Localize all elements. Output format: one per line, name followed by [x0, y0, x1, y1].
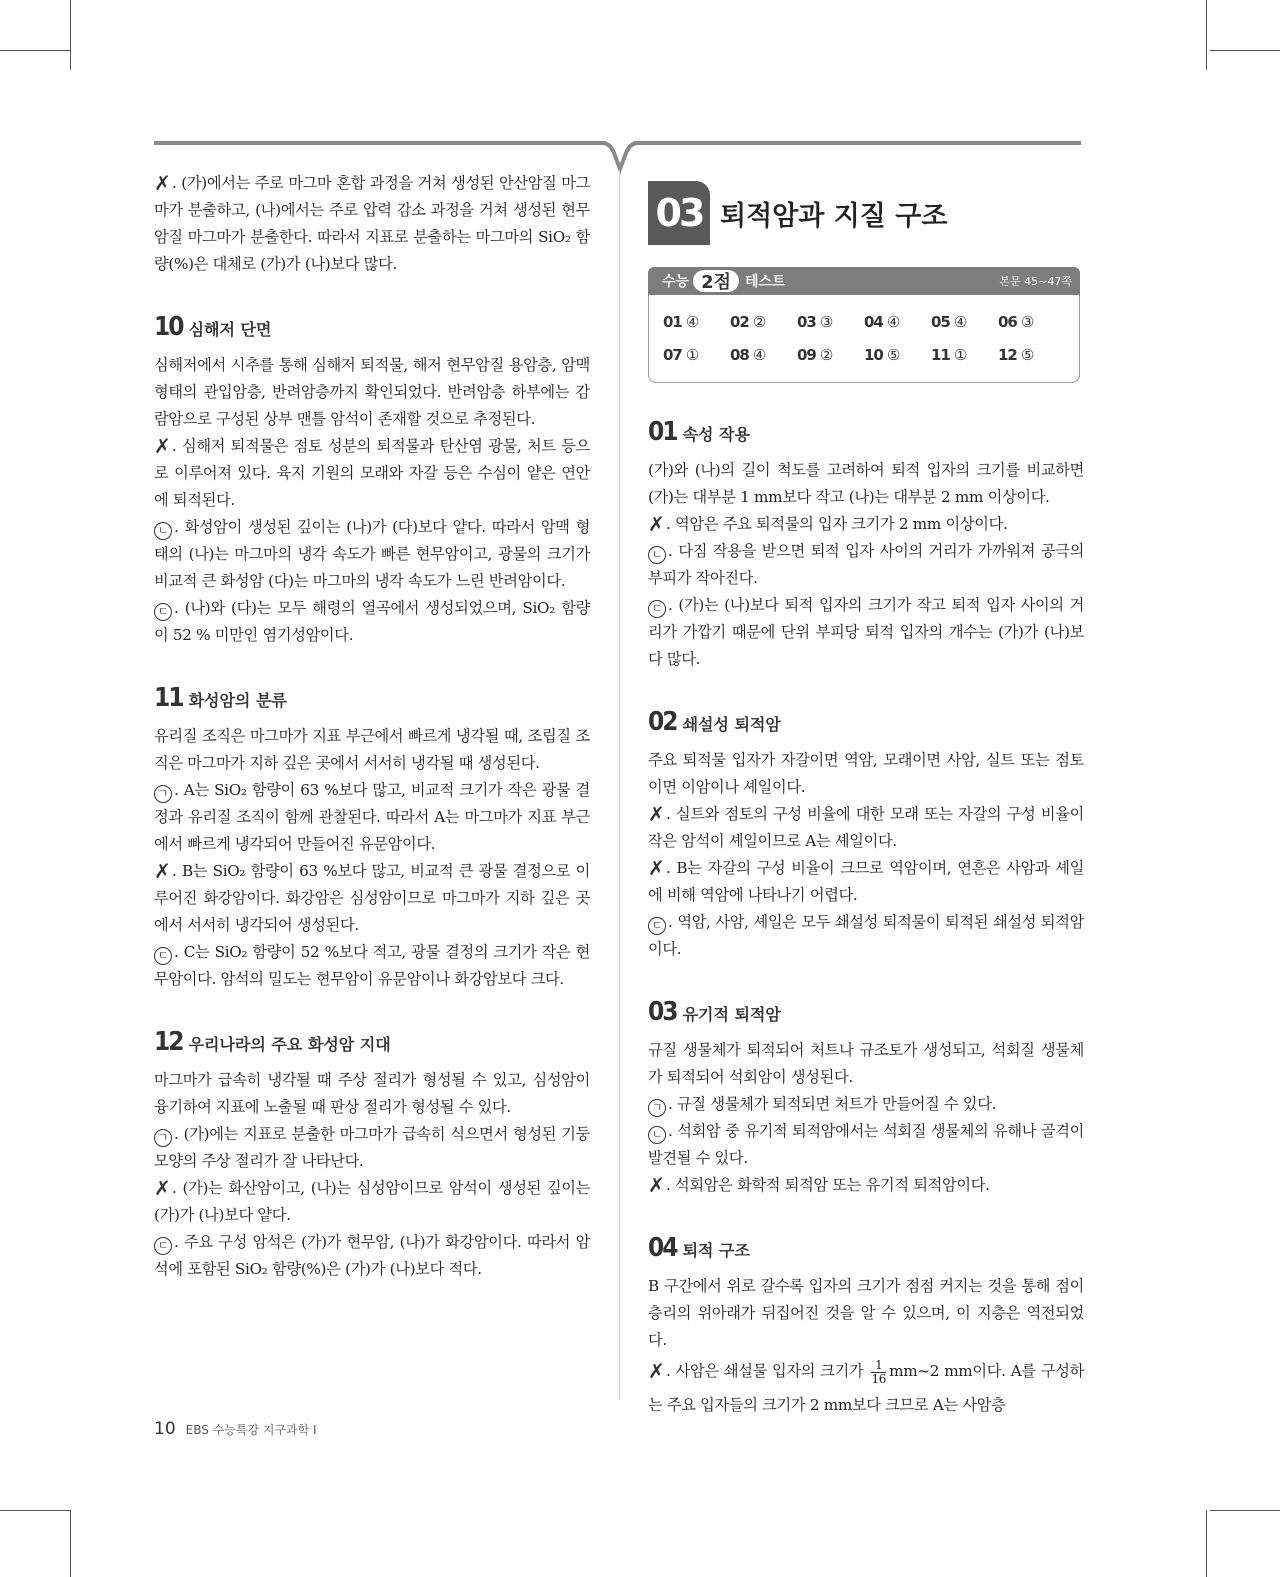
- answer-choice: ③: [819, 312, 834, 331]
- question-title: 화성암의 분류: [188, 691, 287, 710]
- incorrect-mark-icon: ✗: [154, 434, 171, 458]
- answer-number: 01: [663, 312, 682, 331]
- question-title: 우리나라의 주요 화성암 지대: [188, 1035, 391, 1054]
- question-number: 12: [154, 1027, 183, 1057]
- question-title: 속성 작용: [682, 425, 750, 444]
- answer-cell: [663, 339, 730, 373]
- choice-item: [648, 511, 1084, 538]
- explanation-text: 주요 퇴적물 입자가 자갈이면 역암, 모래이면 사암, 실트 또는 점토이면 이암이나 셰일이다.: [648, 751, 1084, 796]
- correct-mark-icon: ㄷ: [154, 947, 172, 965]
- correct-mark-icon: ㄷ: [648, 600, 666, 618]
- item-text: . (나)와 (다)는 모두 해령의 열곡에서 생성되었으며, SiO₂ 함량이 52 % 미만인 염기성암이다.: [154, 599, 590, 644]
- answer-number: 04: [864, 312, 883, 331]
- crop-mark: [70, 0, 71, 70]
- choice-item: [648, 1118, 1084, 1172]
- choice-item: [648, 855, 1084, 909]
- answer-choice: ①: [953, 346, 968, 365]
- correct-mark-icon: ㄱ: [648, 1099, 666, 1117]
- answer-number: 12: [998, 346, 1017, 365]
- section-heading: [648, 417, 1084, 447]
- item-text: . C는 SiO₂ 함량이 52 %보다 적고, 광물 결정의 크기가 작은 현무암이다. 암석의 밀도는 현무암이 유문암이나 화강암보다 크다.: [154, 943, 590, 988]
- incorrect-mark-icon: ✗: [648, 1359, 665, 1383]
- question-title: 퇴적 구조: [682, 1241, 750, 1260]
- item-text: . 사암은 쇄설물 입자의 크기가: [666, 1362, 864, 1380]
- section-heading: [154, 1027, 590, 1057]
- page-footer: [154, 1419, 317, 1439]
- explanation-text: 마그마가 급속히 냉각될 때 주상 절리가 형성될 수 있고, 심성암이 융기하여 지표에 노출될 때 판상 절리가 형성될 수 있다.: [154, 1071, 590, 1116]
- correct-mark-icon: ㄱ: [154, 785, 172, 803]
- crop-mark: [70, 1510, 71, 1577]
- choice-item: [154, 1229, 590, 1283]
- answer-choice: ④: [752, 346, 767, 365]
- item-text: . 석회암 중 유기적 퇴적암에서는 석회질 생물체의 유해나 골격이 발견될 수 있다.: [648, 1122, 1084, 1167]
- explanation-text: B 구간에서 위로 갈수록 입자의 크기가 점점 커지는 것을 통해 점이 층리의 위아래가 뒤집어진 것을 알 수 있으며, 이 지층은 역전되었다.: [648, 1277, 1084, 1349]
- grade-badge: [693, 270, 739, 292]
- fraction-numerator: 1: [871, 1359, 886, 1373]
- crop-mark: [1206, 0, 1207, 70]
- item-text: . (가)는 (나)보다 퇴적 입자의 크기가 작고 퇴적 입자 사이의 거리가 가깝기 때문에 단위 부피당 퇴적 입자의 개수는 (가)가 (나)보다 많다.: [648, 596, 1084, 668]
- answer-choice: ⑤: [1020, 346, 1035, 365]
- right-column: [648, 417, 1084, 1422]
- chapter-number: 03: [648, 181, 710, 245]
- incorrect-mark-icon: ✗: [648, 1173, 665, 1197]
- choice-item: [154, 595, 590, 649]
- fraction: [871, 1359, 886, 1386]
- chapter-title: 퇴적암과 지질 구조: [720, 200, 948, 232]
- fraction-denominator: 16: [871, 1371, 887, 1386]
- question-number: 03: [648, 997, 677, 1027]
- section-heading: [154, 683, 590, 713]
- left-column: [154, 170, 590, 1283]
- correct-mark-icon: ㄱ: [154, 1129, 172, 1147]
- answer-choice: ④: [953, 312, 968, 331]
- choice-item: [154, 777, 590, 858]
- choice-item: [154, 858, 590, 939]
- grade-label: 2점: [701, 272, 731, 293]
- question-title: 쇄설성 퇴적암: [682, 715, 781, 734]
- answer-number: 03: [797, 312, 816, 331]
- item-text: . 석회암은 화학적 퇴적암 또는 유기적 퇴적암이다.: [666, 1176, 990, 1194]
- choice-item: [648, 1354, 1084, 1422]
- question-title: 심해저 단면: [188, 320, 272, 339]
- incorrect-mark-icon: ✗: [648, 856, 665, 880]
- intro-item: [154, 170, 590, 278]
- answer-cell: [864, 305, 931, 339]
- item-text: . (가)에서는 주로 마그마 혼합 과정을 거쳐 생성된 안산암질 마그마가 분출하고, (나)에서는 주로 압력 감소 과정을 거쳐 생성된 현무암질 마그마가 분출한다. 따라서 지표로 분출하는 마그마의 SiO₂ 함량(%)은 대체로 (가)가 (나)보다 많다.: [154, 174, 590, 273]
- answer-choice: ③: [1020, 312, 1035, 331]
- answer-number: 02: [730, 312, 749, 331]
- correct-mark-icon: ㄷ: [154, 603, 172, 621]
- section-heading: [154, 312, 590, 342]
- explanation-text: 심해저에서 시추를 통해 심해저 퇴적물, 해저 현무암질 용암층, 암맥 형태의 관입암층, 반려암층까지 확인되었다. 반려암층 하부에는 감람암으로 구성된 상부 맨틀 암석이 존재할 것으로 추정된다.: [154, 356, 590, 428]
- chapter-header: [648, 181, 947, 245]
- question-number: 02: [648, 707, 677, 737]
- answer-cell: [797, 305, 864, 339]
- crop-mark: [1206, 1510, 1207, 1577]
- item-text: . 심해저 퇴적물은 점토 성분의 퇴적물과 탄산염 광물, 처트 등으로 이루어져 있다. 육지 기원의 모래와 자갈 등은 수심이 얕은 연안에 퇴적된다.: [154, 437, 590, 509]
- correct-mark-icon: ㄴ: [648, 1126, 666, 1144]
- answer-key-label: 테스트: [744, 274, 786, 290]
- question-number: 10: [154, 312, 183, 342]
- choice-item: [648, 909, 1084, 963]
- answer-number: 10: [864, 346, 883, 365]
- column-divider: [619, 170, 620, 1400]
- section-heading: [648, 997, 1084, 1027]
- item-text: . 역암, 사암, 셰일은 모두 쇄설성 퇴적물이 퇴적된 쇄설성 퇴적암이다.: [648, 913, 1084, 958]
- item-text: . (가)는 화산암이고, (나)는 심성암이므로 암석이 생성된 깊이는 (가)가 (나)보다 얕다.: [154, 1179, 590, 1224]
- choice-item: [648, 592, 1084, 673]
- top-rule: [154, 141, 606, 145]
- top-rule-notch: [600, 139, 640, 175]
- correct-mark-icon: ㄴ: [154, 522, 172, 540]
- answer-cell: [730, 339, 797, 373]
- answer-cell: [663, 305, 730, 339]
- crop-mark: [0, 1510, 70, 1511]
- choice-item: [648, 1172, 1084, 1199]
- item-text: . 역암은 주요 퇴적물의 입자 크기가 2 mm 이상이다.: [666, 515, 1008, 533]
- page-reference: 본문 45~47쪽: [999, 275, 1072, 288]
- question-number: 11: [154, 683, 183, 713]
- answer-cell: [730, 305, 797, 339]
- correct-mark-icon: ㄷ: [648, 917, 666, 935]
- answer-number: 05: [931, 312, 950, 331]
- choice-item: [154, 1175, 590, 1229]
- explanation-text: 유리질 조직은 마그마가 지표 부근에서 빠르게 냉각될 때, 조립질 조직은 마그마가 지하 깊은 곳에서 서서히 냉각될 때 생성된다.: [154, 727, 590, 772]
- choice-item: [154, 433, 590, 514]
- choice-item: [648, 801, 1084, 855]
- answer-cell: [864, 339, 931, 373]
- top-rule: [634, 141, 1081, 145]
- answer-cell: [998, 305, 1065, 339]
- item-text: . B는 SiO₂ 함량이 63 %보다 많고, 비교적 큰 광물 결정으로 이루어진 화강암이다. 화강암은 심성암이므로 마그마가 지하 깊은 곳에서 서서히 냉각되어 생성된다.: [154, 862, 590, 934]
- incorrect-mark-icon: ✗: [648, 512, 665, 536]
- answer-key-label: 수능: [662, 274, 690, 290]
- answer-number: 09: [797, 346, 816, 365]
- book-title: EBS 수능특강 지구과학 Ⅰ: [185, 1423, 317, 1437]
- answer-cell: [797, 339, 864, 373]
- answer-number: 11: [931, 346, 950, 365]
- answer-choice: ②: [819, 346, 834, 365]
- item-text: . 주요 구성 암석은 (가)가 현무암, (나)가 화강암이다. 따라서 암석에 포함된 SiO₂ 함량(%)은 (가)가 (나)보다 적다.: [154, 1233, 590, 1278]
- item-text: . (가)에는 지표로 분출한 마그마가 급속히 식으면서 형성된 기둥 모양의 주상 절리가 잘 나타난다.: [154, 1125, 590, 1170]
- choice-item: [154, 939, 590, 993]
- page-number: 10: [154, 1419, 176, 1439]
- question-title: 유기적 퇴적암: [682, 1005, 781, 1024]
- answer-cell: [998, 339, 1065, 373]
- answer-choice: ④: [886, 312, 901, 331]
- crop-mark: [0, 50, 70, 51]
- answer-choice: ④: [685, 312, 700, 331]
- item-text: . 실트와 점토의 구성 비율에 대한 모래 또는 자갈의 구성 비율이 작은 암석이 셰일이므로 A는 셰일이다.: [648, 805, 1084, 850]
- answer-number: 08: [730, 346, 749, 365]
- choice-item: [648, 1091, 1084, 1118]
- item-text: . 규질 생물체가 퇴적되면 처트가 만들어질 수 있다.: [668, 1095, 997, 1113]
- correct-mark-icon: ㄷ: [154, 1237, 172, 1255]
- answer-number: 07: [663, 346, 682, 365]
- choice-item: [154, 514, 590, 595]
- explanation-text: (가)와 (나)의 길이 척도를 고려하여 퇴적 입자의 크기를 비교하면 (가)는 대부분 1 mm보다 작고 (나)는 대부분 2 mm 이상이다.: [648, 461, 1084, 506]
- crop-mark: [1210, 1510, 1280, 1511]
- question-number: 01: [648, 417, 677, 447]
- answer-cell: [931, 305, 998, 339]
- answer-choice: ⑤: [886, 346, 901, 365]
- answer-key-header: [648, 267, 1080, 295]
- item-text: . 다짐 작용을 받으면 퇴적 입자 사이의 거리가 가까워져 공극의 부피가 작아진다.: [648, 542, 1084, 587]
- crop-mark: [1210, 50, 1280, 51]
- choice-item: [154, 1121, 590, 1175]
- section-heading: [648, 707, 1084, 737]
- explanation-text: 규질 생물체가 퇴적되어 처트나 규조토가 생성되고, 석회질 생물체가 퇴적되어 석회암이 생성된다.: [648, 1041, 1084, 1086]
- item-text: . B는 자갈의 구성 비율이 크므로 역암이며, 연흔은 사암과 셰일에 비해 역암에 나타나기 어렵다.: [648, 859, 1084, 904]
- incorrect-mark-icon: ✗: [648, 802, 665, 826]
- item-text: . 화성암이 생성된 깊이는 (나)가 (다)보다 얕다. 따라서 암맥 형태의 (나)는 마그마의 냉각 속도가 빠른 현무암이고, 광물의 크기가 비교적 큰 화성암 (다)는 마그마의 냉각 속도가 느린 반려암이다.: [154, 518, 590, 590]
- section-heading: [648, 1233, 1084, 1263]
- answer-key-box: [648, 267, 1080, 385]
- answer-choice: ①: [685, 346, 700, 365]
- answer-cell: [931, 339, 998, 373]
- item-text: . A는 SiO₂ 함량이 63 %보다 많고, 비교적 크기가 작은 광물 결정과 유리질 조직이 함께 관찰된다. 따라서 A는 마그마가 지표 부근에서 빠르게 냉각되어 만들어진 유문암이다.: [154, 781, 590, 853]
- incorrect-mark-icon: ✗: [154, 859, 171, 883]
- answer-number: 06: [998, 312, 1017, 331]
- question-number: 04: [648, 1233, 677, 1263]
- item-text: mm~2 mm이다. A를 구성하는 주요 입자들의 크기가 2 mm보다 크므로 A는 사암층: [648, 1362, 1084, 1414]
- incorrect-mark-icon: ✗: [154, 171, 171, 195]
- answer-choice: ②: [752, 312, 767, 331]
- answer-key-grid: [648, 295, 1080, 383]
- choice-item: [648, 538, 1084, 592]
- correct-mark-icon: ㄴ: [648, 546, 666, 564]
- incorrect-mark-icon: ✗: [154, 1176, 171, 1200]
